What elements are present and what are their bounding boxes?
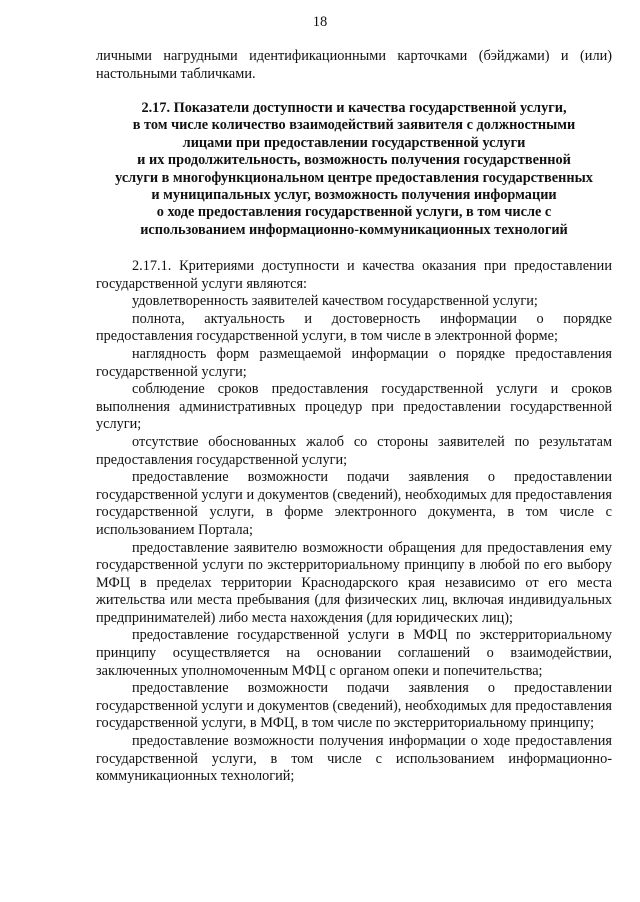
paragraph-extraterritorial: предоставление заявителю возможности обращения для предоставления ему государственной услуги по экстерриториальному принципу в любой по его выбору МФЦ в пределах территории Краснодарского края независимо от его места жительства или места пребывания (для физических лиц, включая индивидуальных предпринимателей) либо места нахождения (для юридических лиц);: [96, 539, 612, 626]
paragraph-mfc-agreements: предоставление государственной услуги в МФЦ по экстерриториальному принципу осуществляется на основании соглашений о взаимодействии, заключенных уполномоченным МФЦ с органом опеки и попечительства;: [96, 627, 612, 679]
paragraph-deadlines: соблюдение сроков предоставления государственной услуги и сроков выполнения административных процедур при предоставлении государственной услуги;: [96, 381, 612, 433]
intro-text-block: [96, 48, 612, 83]
page-number: 18: [312, 14, 328, 30]
paragraph-criteria-intro: 2.17.1. Критериями доступности и качества оказания при предоставлении государственной услуги являются:: [96, 258, 612, 292]
heading-line: о ходе предоставления государственной услуги, в том числе с: [156, 204, 552, 221]
paragraph-visibility: наглядность форм размещаемой информации о порядке предоставления государственной услуги;: [96, 345, 612, 380]
section-heading: [96, 100, 612, 239]
heading-line: использованием информационно-коммуникационных технологий: [140, 221, 568, 238]
paragraph-complaints: отсутствие обоснованных жалоб со стороны заявителей по результатам предоставления государственной услуги;: [96, 433, 612, 468]
heading-line: 2.17. Показатели доступности и качества государственной услуги,: [141, 100, 567, 116]
heading-line: услуги в многофункциональном центре предоставления государственных: [115, 169, 593, 186]
heading-line: и их продолжительность, возможность получения государственной: [137, 152, 571, 169]
paragraph-info-completeness: полнота, актуальность и достоверность информации о порядке предоставления государственной услуги, в том числе в электронной форме;: [96, 310, 612, 345]
heading-line: в том числе количество взаимодействий заявителя с должностными: [132, 117, 576, 134]
paragraph-satisfaction: удовлетворенность заявителей качеством государственной услуги;: [132, 293, 538, 310]
paragraph-mfc-submission: предоставление возможности подачи заявления о предоставлении государственной услуги и документов (сведений), необходимых для предоставления государственной услуги, в МФЦ, в том числе по экстерриториальному принципу;: [96, 680, 612, 732]
section-body: [96, 258, 612, 786]
paragraph-progress-info: предоставление возможности получения информации о ходе предоставления государственной услуги, в том числе с использованием информационно-коммуникационных технологий;: [96, 733, 612, 785]
heading-line: лицами при предоставлении государственной услуги: [182, 134, 526, 151]
heading-line: и муниципальных услуг, возможность получения информации: [151, 187, 557, 204]
paragraph-electronic-submission: предоставление возможности подачи заявления о предоставлении государственной услуги и документов (сведений), необходимых для предоставления государственной услуги, в форме электронного документа, в том числе с использованием Портала;: [96, 469, 612, 538]
intro-paragraph: личными нагрудными идентификационными карточками (бэйджами) и (или) настольными табличками.: [96, 48, 612, 82]
